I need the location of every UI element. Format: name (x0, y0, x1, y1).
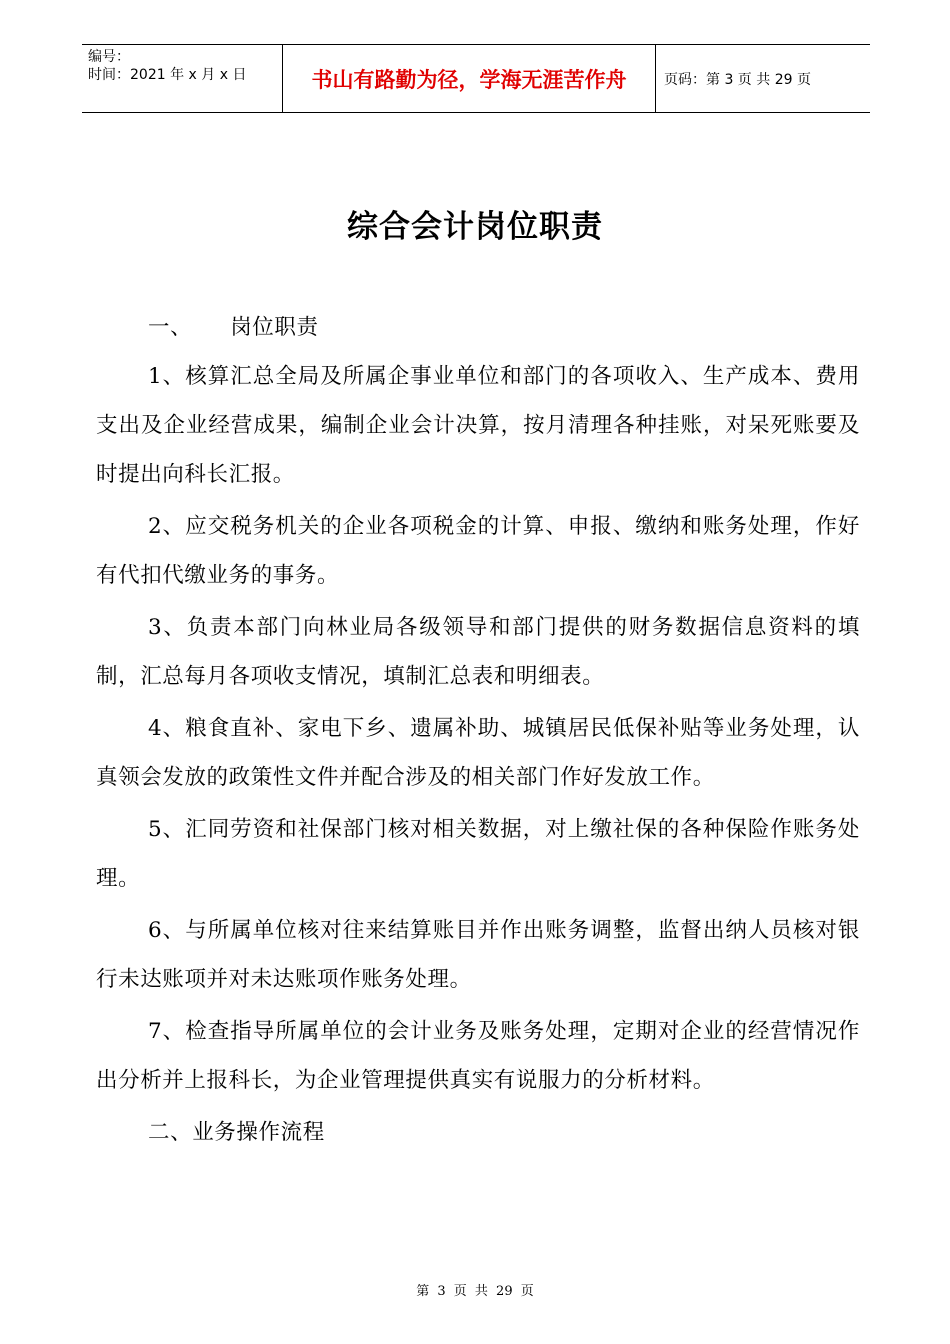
document-number-label: 编号： (88, 49, 130, 65)
duty-item-6: 6、与所属单位核对往来结算账目并作出账务调整，监督出纳人员核对银行未达账项并对未达账项作账务处理。 (96, 918, 860, 992)
section-heading-process: 二、业务操作流程 (148, 1120, 325, 1145)
header-page-cell (656, 45, 870, 112)
duty-item-1: 1、核算汇总全局及所属企事业单位和部门的各项收入、生产成本、费用支出及企业经营成果，编制企业会计决算，按月清理各种挂账，对呆死账要及时提出向科长汇报。 (96, 364, 860, 487)
section-heading-duties (96, 303, 860, 352)
header-info-cell (82, 45, 283, 112)
document-body (96, 303, 860, 1157)
duty-item-5: 5、汇同劳资和社保部门核对相关数据，对上缴社保的各种保险作账务处理。 (96, 817, 860, 891)
duty-item-4: 4、粮食直补、家电下乡、遗属补助、城镇居民低保补贴等业务处理，认真领会发放的政策性文件并配合涉及的相关部门作好发放工作。 (96, 716, 860, 790)
section-number: 一、 (148, 315, 193, 340)
header-motto-cell (283, 45, 656, 112)
duty-item-7: 7、检查指导所属单位的会计业务及账务处理，定期对企业的经营情况作出分析并上报科长，为企业管理提供真实有说服力的分析材料。 (96, 1019, 860, 1093)
header-motto: 书山有路勤为径，学海无涯苦作舟 (311, 67, 627, 92)
duty-item-3: 3、负责本部门向林业局各级领导和部门提供的财务数据信息资料的填制，汇总每月各项收支情况，填制汇总表和明细表。 (96, 615, 860, 689)
document-title: 综合会计岗位职责 (347, 209, 603, 245)
page-header (82, 44, 870, 113)
header-page-label: 页码：第 3 页 共 29 页 (664, 71, 811, 88)
section-title: 岗位职责 (230, 315, 319, 340)
duty-item-2: 2、应交税务机关的企业各项税金的计算、申报、缴纳和账务处理，作好有代扣代缴业务的事务。 (96, 514, 860, 588)
document-time-label: 时间：2021 年 x 月 x 日 (88, 67, 247, 83)
page-footer: 第 3 页 共 29 页 (416, 1284, 534, 1299)
